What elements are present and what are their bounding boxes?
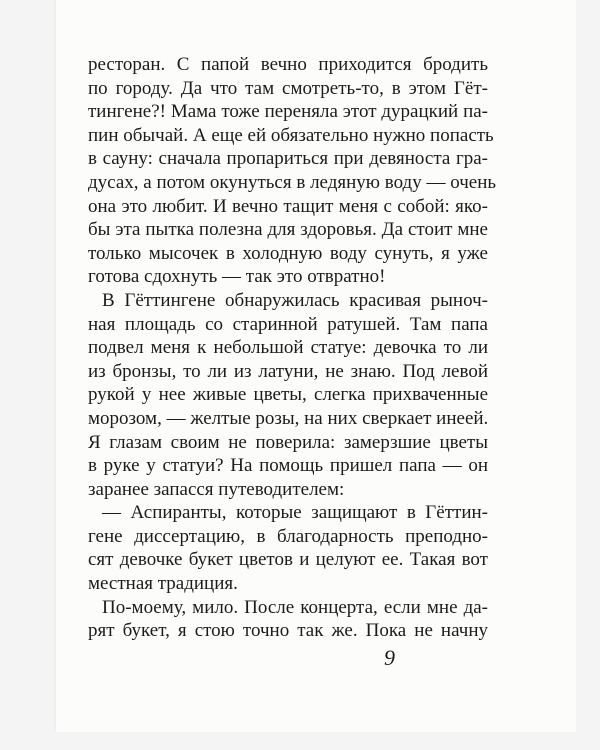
text-line: — Аспиранты, которые защищают в Гёттин-	[102, 502, 488, 524]
text-line: Я глазам своим не поверила: замерзшие цветы	[88, 431, 488, 453]
text-line: рят букет, я стою точно так же. Пока не начну	[88, 620, 488, 642]
text-line: по городу. Да что там смотреть-то, в этом Гёт-	[88, 77, 488, 99]
page-text	[88, 53, 497, 643]
page-number: 9	[384, 645, 395, 670]
text-line: По-моему, мило. После концерта, если мне да-	[102, 596, 488, 618]
text-line: в руке у статуи? На помощь пришел папа — он	[88, 455, 488, 477]
text-line: в сауну: сначала пропариться при девяноста гра-	[88, 148, 488, 170]
text-line: местная традиция.	[88, 573, 238, 595]
text-line: дусах, а потом окунуться в ледяную воду — очень	[88, 171, 497, 193]
text-line: только мысочек в холодную воду сунуть, я уже	[88, 242, 488, 264]
text-line: морозом, — желтые розы, на них сверкает инеей.	[88, 407, 489, 429]
text-line: ресторан. С папой вечно приходится бродить	[88, 54, 488, 75]
text-line: рукой у нее живые цветы, слегка прихваченные	[88, 384, 488, 406]
text-line: гене диссертацию, в благодарность преподно-	[88, 525, 488, 547]
text-line: заранее запасся путеводителем:	[88, 478, 345, 500]
book-page	[56, 0, 576, 732]
text-line: сят девочке букет цветов и целуют ее. Такая вот	[88, 549, 488, 571]
text-line: из бронзы, то ли из латуни, не знаю. Под левой	[88, 360, 488, 382]
text-line: бы эта пытка полезна для здоровья. Да стоит мне	[88, 219, 488, 241]
text-line: она это любит. И вечно тащит меня с собой: яко-	[88, 195, 488, 217]
text-line: подвел меня к небольшой статуе: девочка то ли	[88, 337, 488, 359]
text-line: готова сдохнуть — так это отвратно!	[88, 266, 386, 288]
text-line: В Гёттингене обнаружилась красивая рыноч-	[102, 289, 488, 311]
text-line: тингене?! Мама тоже переняла этот дурацкий па-	[88, 101, 488, 123]
text-line: ная площадь со старинной ратушей. Там папа	[88, 313, 488, 335]
text-line: пин обычай. А еще ей обязательно нужно попасть	[88, 124, 494, 146]
